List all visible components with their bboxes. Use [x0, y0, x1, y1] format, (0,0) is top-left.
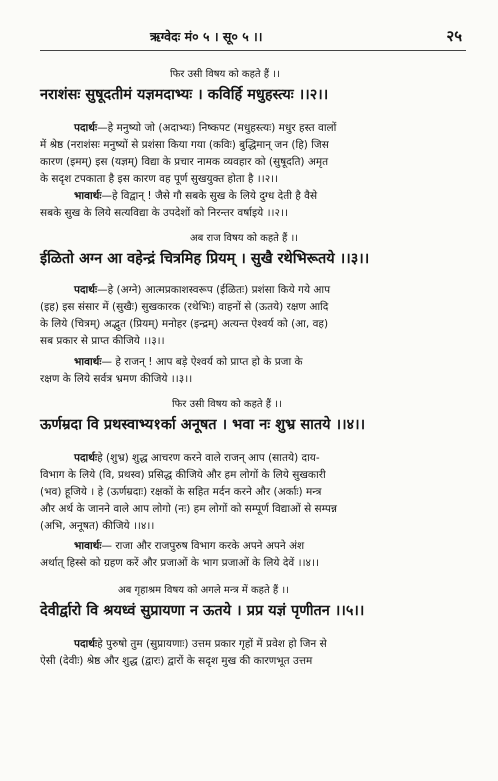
bhavartha-paragraph	[40, 188, 468, 222]
bhavartha-paragraph	[40, 354, 468, 388]
padartha-paragraph	[40, 282, 468, 350]
mantra-verse: ईळितो अग्न आ वहेन्द्रं चित्रमिह प्रियम् । सुखै रथेभिरूतये ।।३।।	[40, 251, 370, 267]
para-line: भावार्थः— हे राजन् ! आप बड़े ऐश्वर्य को प्राप्त हो के प्रजा के	[74, 356, 303, 368]
para-line: पदार्थः—हे मनुष्यो जो (अदाभ्यः) निष्कपट (मधुहस्त्यः) मधुर हस्त वालों	[74, 122, 337, 134]
bhavartha-paragraph	[40, 538, 468, 572]
padartha-label: पदार्थः	[74, 452, 98, 464]
para-line: भावार्थः— राजा और राजपुरुष विभाग करके अपने अपने अंश	[74, 540, 305, 552]
para-line: रक्षण के लिये सर्वत्र भ्रमण कीजिये ।।३।।	[40, 373, 193, 385]
para-line: में श्रेष्ठ (नराशंसः मनुष्यों से प्रशंसा किया गया (कविः) बुद्धिमान् जन (हि) जिस	[40, 139, 329, 151]
padartha-paragraph	[40, 450, 468, 535]
section-intro: अब गृहाश्रम विषय को अगले मन्त्र में कहते हैं ।।	[118, 585, 289, 596]
section-intro: फिर उसी विषय को कहते हैं ।।	[170, 69, 280, 80]
padartha-paragraph	[40, 636, 468, 670]
page-header	[40, 28, 466, 51]
para-line: और अर्थ के जानने वाले आप लोगो (नः) हम लोगों को सम्पूर्ण विद्याओं से सम्पन्न	[40, 503, 337, 515]
para-line: के सदृश टपकाता है इस कारण वह पूर्ण सुखयुक्त होता है ।।२।।	[40, 173, 279, 185]
para-line: अर्थात् हिस्से को ग्रहण करें और प्रजाओं के भाग प्रजाओं के लिये देवें ।।४।।	[40, 557, 319, 569]
running-title: ऋग्वेदः मं० ५ । सू० ५ ।।	[150, 29, 263, 44]
mantra-verse: नराशंसः सुषूदतीमं यज्ञमदाभ्यः । कविर्हि मधुहस्त्यः ।।२।।	[40, 87, 329, 103]
page-number: २५	[446, 27, 462, 45]
para-line: पदार्थः—हे (अग्ने) आत्मप्रकाशस्वरूप (ईळितः) प्रशंसा किये गये आप	[74, 284, 331, 296]
para-line: ऐसी (देवीः) श्रेष्ठ और शुद्ध (द्वारः) द्वारों के सदृश मुख की कारणभूत उत्तम	[40, 655, 313, 667]
para-line: विभाग के लिये (वि, प्रथस्व) प्रसिद्ध कीजिये और हम लोगों के लिये सुखकारी	[40, 469, 326, 481]
para-line: पदार्थःहे (शुभ्र) शुद्ध आचरण करने वाले राजन् आप (सातये) दाय-	[74, 452, 320, 464]
bhavartha-label: भावार्थः	[74, 356, 102, 368]
bhavartha-label: भावार्थः	[74, 540, 102, 552]
para-line: (इह) इस संसार में (सुखैः) सुखकारक (रथेभिः) वाहनों से (ऊतये) रक्षण आदि	[40, 301, 329, 313]
para-line: के लिये (चित्रम्) अद्भुत (प्रियम्) मनोहर (इन्द्रम्) अत्यन्त ऐश्वर्य को (आ, वह)	[40, 318, 329, 330]
para-line: भावार्थः—हे विद्वान् ! जैसे गौ सबके सुख के लिये दुग्ध देती है वैसे	[74, 190, 318, 202]
para-line: कारण (इमम्) इस (यज्ञम्) विद्या के प्रचार नामक व्यवहार को (सुषूदति) अमृत	[40, 156, 329, 168]
padartha-label: पदार्थः	[74, 284, 98, 296]
para-line: (अभि, अनूषत) कीजिये ।।४।।	[40, 520, 155, 532]
padartha-label: पदार्थः	[74, 638, 98, 650]
para-line: पदार्थःहे पुरुषो तुम (सुप्रायणाः) उत्तम प्रकार गृहों में प्रवेश हो जिन से	[74, 638, 327, 650]
para-line: सबके सुख के लिये सत्यविद्या के उपदेशों को निरन्तर वर्षाइये ।।२।।	[40, 207, 288, 219]
section-intro: अब राज विषय को कहते हैं ।।	[190, 233, 299, 244]
section-intro: फिर उसी विषय को कहते हैं ।।	[172, 399, 282, 410]
padartha-label: पदार्थः	[74, 122, 98, 134]
para-line: सब प्रकार से प्राप्त कीजिये ।।३।।	[40, 335, 165, 347]
bhavartha-label: भावार्थः	[74, 190, 102, 202]
padartha-paragraph	[40, 120, 468, 188]
mantra-verse: ऊर्णम्रदा वि प्रथस्वाभ्य१र्का अनूषत । भवा नः शुभ्र सातये ।।४।।	[40, 417, 366, 433]
mantra-verse: देवीर्द्वारो वि श्रयध्वं सुप्रायणा न ऊतये । प्रप्र यज्ञं पृणीतन ।।५।।	[40, 603, 365, 619]
para-line: (भव) हूजिये । हे (ऊर्णम्रदाः) रक्षकों के सहित मर्दन करने और (अर्काः) मन्त्र	[40, 486, 322, 498]
